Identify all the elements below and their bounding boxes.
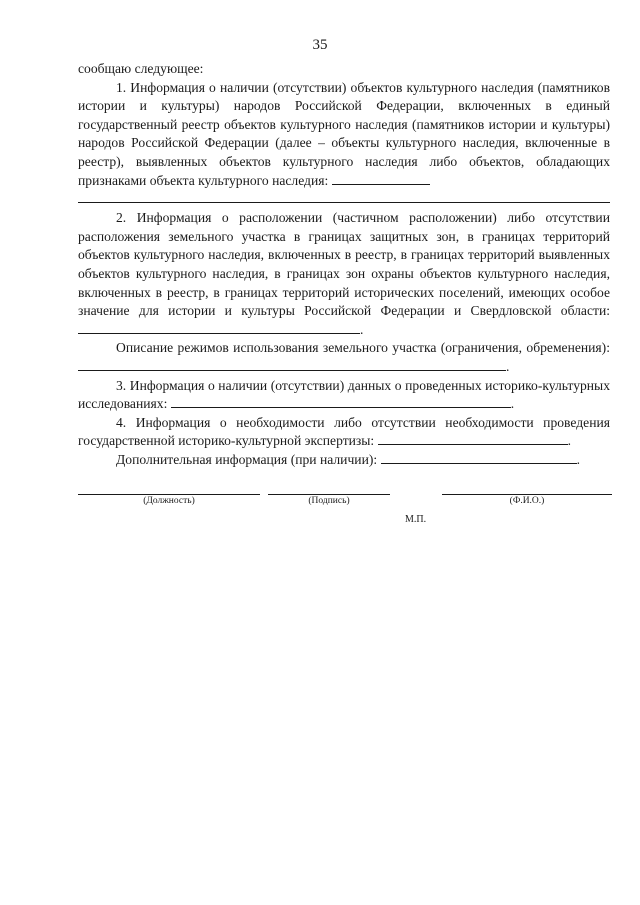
signature-block (78, 484, 612, 524)
regime-blank[interactable] (78, 358, 506, 371)
additional-blank[interactable] (381, 451, 577, 464)
position-caption: (Должность) (143, 496, 195, 506)
name-field[interactable] (442, 484, 612, 506)
stamp-label: М.П. (405, 514, 427, 525)
document-body (78, 60, 610, 469)
item-4-blank[interactable] (378, 432, 568, 445)
signature-line[interactable] (268, 484, 390, 495)
name-line[interactable] (442, 484, 612, 495)
item-3: 3. Информация о наличии (отсутствии) данных о проведенных историко-культурных исследованиях: . (78, 377, 610, 412)
position-field[interactable] (78, 484, 260, 506)
item-3-text: 3. Информация о наличии (отсутствии) данных о проведенных историко-культурных исследованиях: (78, 377, 610, 412)
item-3-blank[interactable] (171, 395, 511, 408)
regime-text: Описание режимов использования земельного участка (ограничения, обременения): (116, 340, 610, 356)
intro-label: сообщаю следующее: (78, 61, 204, 76)
regime-description: Описание режимов использования земельного участка (ограничения, обременения): . (78, 339, 610, 376)
signature-caption: (Подпись) (308, 496, 350, 506)
item-2: 2. Информация о расположении (частичном расположении) либо отсутствии расположения земельного участка в границах защитных зон, в границах территорий объектов культурного наследия, включенных в реестр, в границах территорий выявленных объектов культурного наследия, в границах зон охраны объектов культурного наследия, включенных в реестр, в границах территорий исторических поселений, имеющих особое значение для истории и культуры Российской Федерации и Свердловской области: . (78, 210, 610, 337)
item-2-blank[interactable] (78, 321, 360, 334)
item-4-text: 4. Информация о необходимости либо отсутствии необходимости проведения государственной историко-культурной экспертизы: (78, 414, 610, 449)
name-caption: (Ф.И.О.) (509, 496, 545, 506)
page-number: 35 (312, 37, 328, 53)
item-4: 4. Информация о необходимости либо отсутствии необходимости проведения государственной историко-культурной экспертизы: . (78, 414, 610, 449)
signature-field[interactable] (268, 484, 390, 506)
item-1-blank[interactable] (332, 172, 430, 185)
intro-text (78, 60, 610, 79)
item-1-text: 1. Информация о наличии (отсутствии) объектов культурного наследия (памятников истории и культуры) народов Российской Федерации, включенных в единый государственный реестр объектов культурного наследия (памятников истории и культуры) народов Российской Федерации (далее – объекты культурного наследия, включенные в реестр), выявленных объектов культурного наследия либо объектов, обладающих признаками объекта культурного наследия: (78, 79, 610, 188)
position-line[interactable] (78, 484, 260, 495)
item-1-blank-line[interactable] (78, 190, 610, 203)
additional-text: Дополнительная информация (при наличии): (116, 451, 378, 467)
item-2-text: 2. Информация о расположении (частичном расположении) либо отсутствии расположения земельного участка в границах защитных зон, в границах территорий объектов культурного наследия, включенных в реестр, в границах территорий выявленных объектов культурного наследия, в границах зон охраны объектов культурного наследия, включенных в реестр, в границах территорий исторических поселений, имеющих особое значение для истории и культуры Российской Федерации и Свердловской области: (78, 210, 610, 319)
item-1 (78, 79, 610, 191)
additional-info: Дополнительная информация (при наличии): . (116, 451, 580, 467)
